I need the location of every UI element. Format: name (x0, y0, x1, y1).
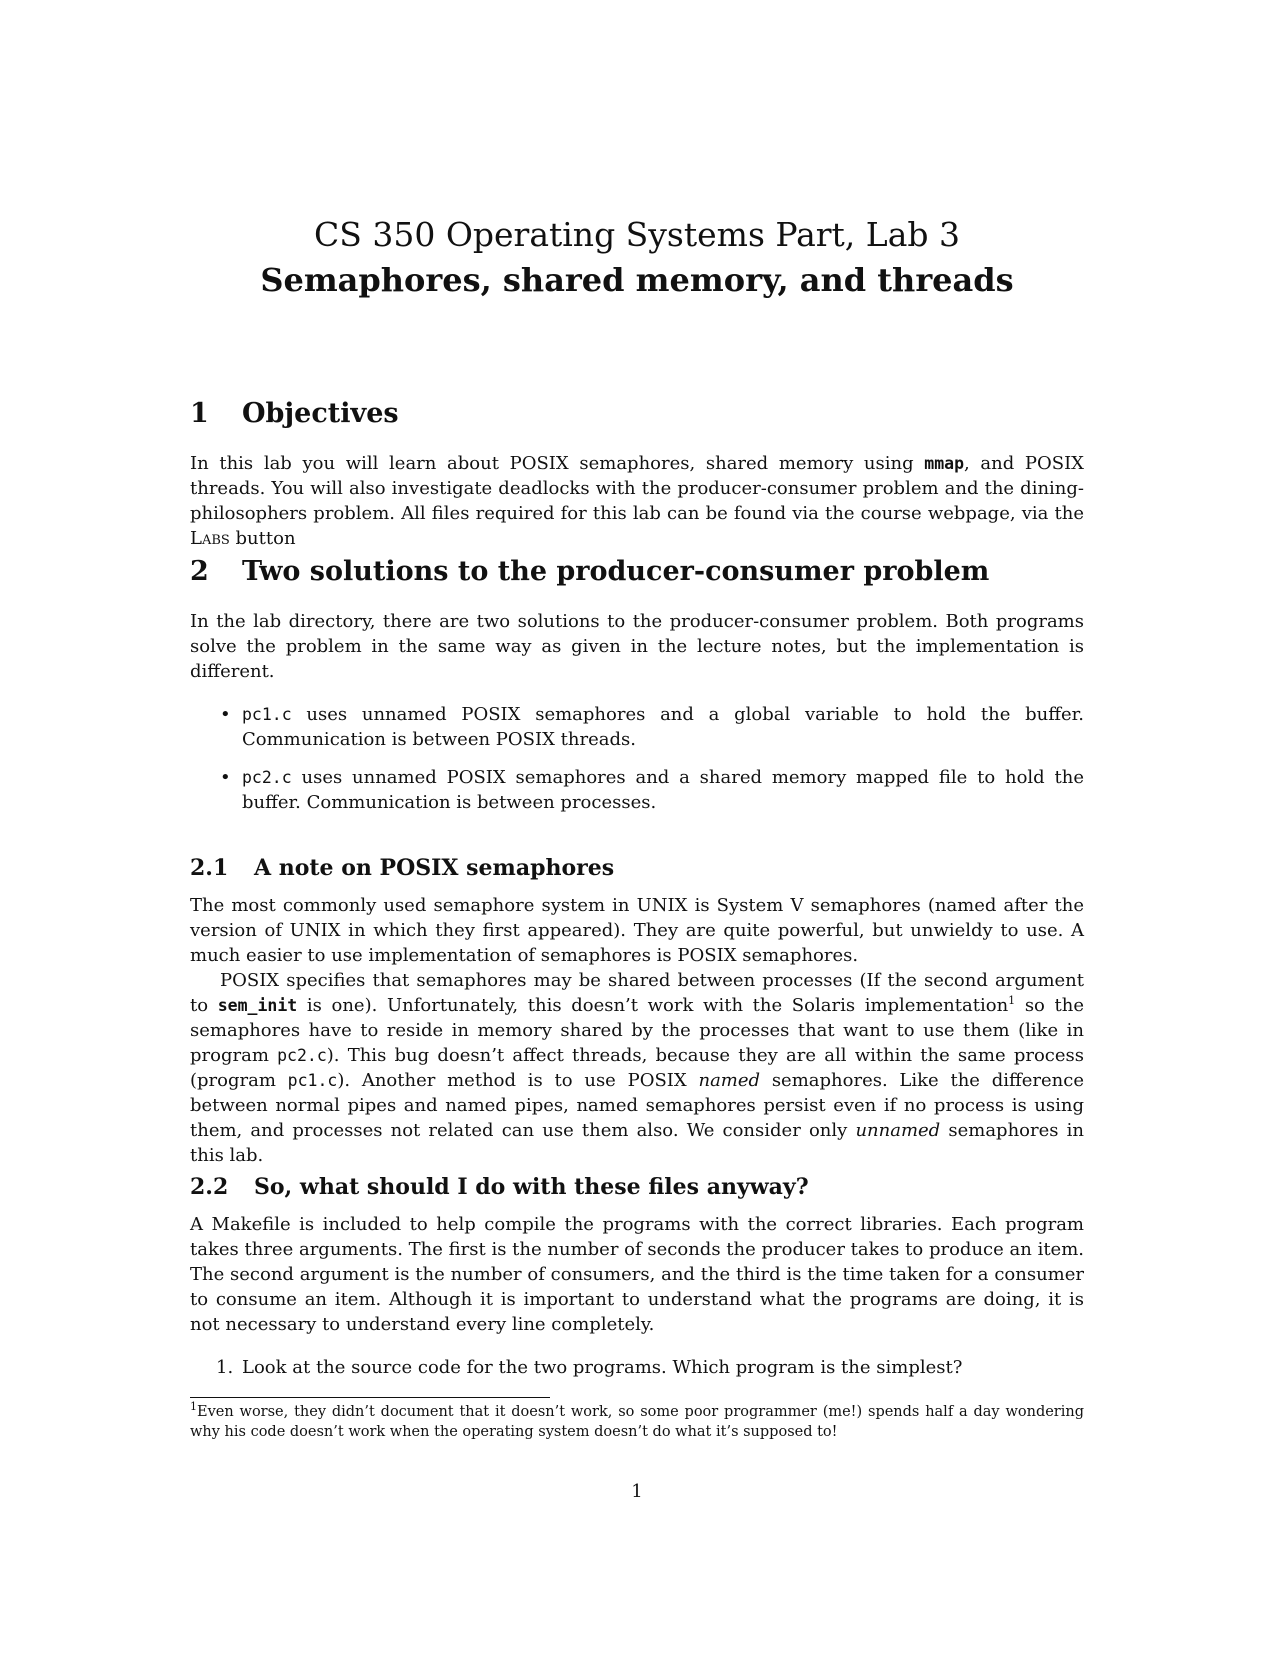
code-sem-init: sem_init (217, 996, 298, 1015)
section-heading (190, 555, 1084, 589)
code-mmap: mmap (924, 454, 965, 473)
list-item-text: uses unnamed POSIX semaphores and a shared memory mapped file to hold the buffer. Communication is between processes. (242, 767, 1084, 813)
section-heading (190, 397, 1084, 431)
section-intro-paragraph: In the lab directory, there are two solutions to the producer-consumer problem. Both programs solve the problem in the same way as given in the lecture notes, but the implementation is different. (190, 611, 1084, 682)
section-number: 2 (190, 556, 209, 587)
text-run: semaphores. Like the difference between normal pipes and named pipes, named semaphores persist even if no process is using them, and processes not related can use them also. We consider only (190, 1070, 1084, 1141)
text-run: , and POSIX threads. You will also investigate deadlocks with the producer-consumer problem and the dining-philosophers problem. All files required for this lab can be found via the course webpage, via the (190, 453, 1085, 524)
subsection-heading (190, 1172, 1084, 1202)
subsection-title: So, what should I do with these files anyway? (254, 1174, 809, 1200)
code-filename: pc1.c (287, 1071, 338, 1090)
text-run: In this lab you will learn about POSIX semaphores, shared memory using (190, 453, 925, 474)
lab-title: Semaphores, shared memory, and threads (260, 261, 1014, 299)
paragraph: A Makefile is included to help compile the programs with the correct libraries. Each program takes three arguments. The first is the number of seconds the producer takes to produce an item. The second argument is the number of consumers, and the third is the time taken for a consumer to consume an item. Although it is important to understand what the programs are doing, it is not necessary to understand every line completely. (190, 1214, 1084, 1335)
list-item (190, 765, 1084, 815)
footnote-marker: 1 (190, 1400, 197, 1414)
subsection-title: A note on POSIX semaphores (254, 855, 615, 881)
text-run: button (229, 528, 296, 549)
emphasis: named (698, 1070, 761, 1091)
text-run: ). This bug doesn’t affect threads, because they are all within the same process (program (190, 1045, 1084, 1091)
code-filename: pc2.c (277, 1046, 327, 1065)
page-number: 1 (631, 1481, 643, 1502)
section-title: Objectives (242, 398, 399, 429)
bullet-icon: • (220, 704, 231, 725)
list-item-number: 1. (216, 1357, 234, 1378)
footnote-divider (190, 1397, 550, 1398)
footnote (190, 1402, 1084, 1442)
footnote-marker: 1 (1008, 994, 1016, 1007)
section-title: Two solutions to the producer-consumer problem (242, 556, 990, 587)
text-run: ). Another method is to use POSIX (337, 1070, 699, 1091)
emphasis: unnamed (855, 1120, 941, 1141)
text-run: is one). Unfortunately, this doesn’t work with the Solaris implementation (297, 995, 1009, 1016)
list-item-text: uses unnamed POSIX semaphores and a global variable to hold the buffer. Communication is between POSIX threads. (242, 704, 1084, 750)
subsection-files (190, 1172, 1084, 1380)
numbered-list (190, 1355, 1084, 1380)
course-title: CS 350 Operating Systems Part, Lab 3 (314, 215, 960, 254)
list-item (190, 1355, 1084, 1380)
title-block (190, 212, 1084, 302)
subsection-number: 2.1 (190, 855, 229, 881)
list-item-text: Look at the source code for the two programs. Which program is the simplest? (242, 1357, 963, 1378)
labs-term: Labs (190, 528, 230, 549)
list-item (190, 702, 1084, 752)
paragraph: The most commonly used semaphore system in UNIX is System V semaphores (named after the version of UNIX in which they first appeared). They are quite powerful, but unwieldy to use. A much easier to use implementation of semaphores is POSIX semaphores. (190, 895, 1084, 966)
section-producer-consumer (190, 555, 1084, 828)
subsection-heading (190, 853, 1084, 883)
bullet-list (190, 702, 1084, 815)
document-page (190, 0, 1084, 1656)
section-number: 1 (190, 398, 209, 429)
bullet-icon: • (220, 767, 231, 788)
footnote-text: Even worse, they didn’t document that it doesn’t work, so some poor programmer (me!) spends half a day wondering why his code doesn’t work when the operating system doesn’t do what it’s supposed to! (190, 1404, 1084, 1440)
text-run: POSIX specifies that semaphores may be shared between processes (If the second argument to (190, 970, 1084, 1016)
text-run: so the semaphores have to reside in memory shared by the processes that want to use them (like in program (190, 995, 1085, 1066)
paragraph (190, 968, 1084, 1168)
subsection-posix-semaphores (190, 853, 1084, 1168)
section-objectives (190, 397, 1084, 551)
code-filename: pc1.c (242, 705, 292, 724)
code-filename: pc2.c (242, 768, 292, 787)
text-run: semaphores in this lab. (190, 1120, 1084, 1166)
subsection-number: 2.2 (190, 1174, 229, 1200)
objectives-paragraph (190, 451, 1084, 551)
